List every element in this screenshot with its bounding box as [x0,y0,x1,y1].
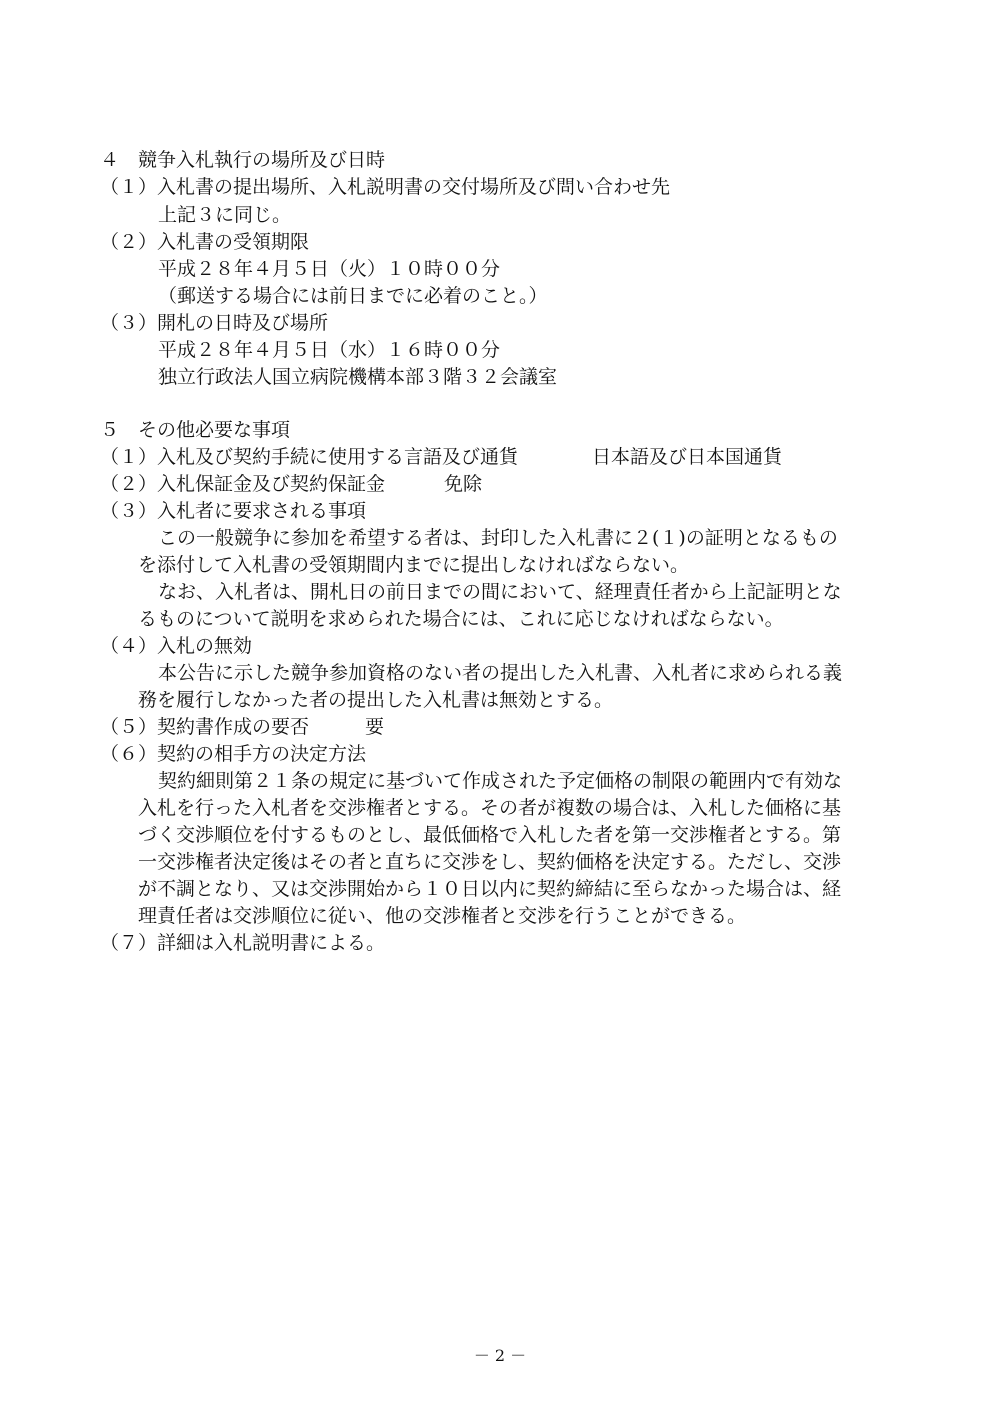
section-4-item-2-note: （郵送する場合には前日までに必着のこと。） [158,285,548,307]
section-4-item-1-label: （１）入札書の提出場所、入札説明書の交付場所及び問い合わせ先 [100,176,671,198]
section-5-item-6-text-line: 一交渉権者決定後はその者と直ちに交渉をし、契約価格を決定する。ただし、交渉 [138,851,842,873]
section-5-item-3-text-line: この一般競争に参加を希望する者は、封印した入札書に２(１)の証明となるもの [158,527,838,549]
section-4-item-3-datetime: 平成２８年４月５日（水）１６時００分 [158,339,501,361]
section-4-item-3-place: 独立行政法人国立病院機構本部３階３２会議室 [158,366,558,388]
section-5-item-6-text-line: が不調となり、又は交渉開始から１０日以内に契約締結に至らなかった場合は、経 [138,878,842,900]
section-5-item-5-label: （５）契約書作成の要否 [100,716,310,738]
section-4-item-2-deadline: 平成２８年４月５日（火）１０時００分 [158,258,501,280]
page-number: － 2 － [473,1346,527,1365]
section-5-item-4-text-line: 務を履行しなかった者の提出した入札書は無効とする。 [138,689,614,711]
section-5-item-2-label: （２）入札保証金及び契約保証金 [100,473,386,495]
section-5-item-6-text-line: 契約細則第２１条の規定に基づいて作成された予定価格の制限の範囲内で有効な [158,770,843,792]
section-4-item-2-label: （２）入札書の受領期限 [100,231,310,253]
section-5-item-7-label: （７）詳細は入札説明書による。 [100,932,386,954]
section-5-item-3-text-line: なお、入札者は、開札日の前日までの間において、経理責任者から上記証明とな [158,581,842,603]
section-5-item-3-text-line: るものについて説明を求められた場合には、これに応じなければならない。 [138,608,784,630]
section-4-heading: ４ 競争入札執行の場所及び日時 [100,149,386,171]
section-5-item-4-label: （４）入札の無効 [100,635,253,657]
section-5-item-2-value: 免除 [444,473,483,495]
section-5-item-6-text-line: 理責任者は交渉順位に従い、他の交渉権者と交渉を行うことができる。 [138,905,747,927]
section-5-heading: ５ その他必要な事項 [100,419,291,441]
section-4-item-1-text: 上記３に同じ。 [158,204,292,226]
section-5-item-1-value: 日本語及び日本国通貨 [592,446,783,468]
section-5-item-4-text-line: 本公告に示した競争参加資格のない者の提出した入札書、入札者に求められる義 [158,662,843,684]
section-5-item-3-label: （３）入札者に要求される事項 [100,500,367,522]
section-5-item-6-label: （６）契約の相手方の決定方法 [100,743,367,765]
section-5-item-6-text-line: づく交渉順位を付するものとし、最低価格で入札した者を第一交渉権者とする。第 [138,824,842,846]
section-5-item-3-text-line: を添付して入札書の受領期間内までに提出しなければならない。 [138,554,690,576]
section-5-item-6-text-line: 入札を行った入札者を交渉権者とする。その者が複数の場合は、入札した価格に基 [138,797,842,819]
section-5-item-5-value: 要 [365,716,385,738]
section-5-item-1-label: （１）入札及び契約手続に使用する言語及び通貨 [100,446,519,468]
section-4-item-3-label: （３）開札の日時及び場所 [100,312,329,334]
